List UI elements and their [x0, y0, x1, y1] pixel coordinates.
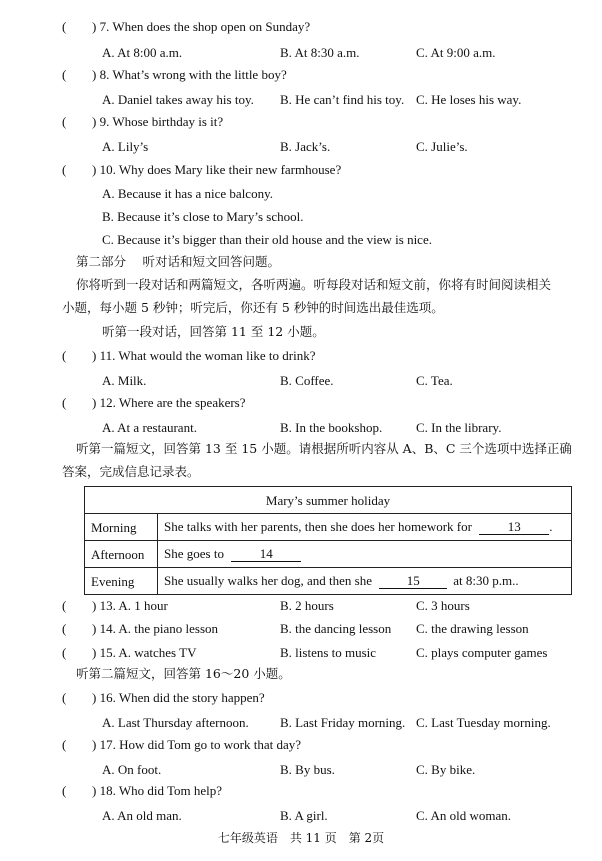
q8-option-b[interactable]: B. He can’t find his toy. [280, 92, 405, 107]
q11-option-c[interactable]: C. Tea. [416, 373, 453, 388]
q15-option-b[interactable]: B. listens to music [280, 645, 377, 660]
blank-14[interactable]: 14 [231, 547, 301, 562]
q15-option-c[interactable]: C. plays computer games [416, 645, 548, 660]
question-18: ) 18. Who did Tom help? [92, 783, 223, 798]
record-text-cell: She usually walks her dog, and then she 15 at 8:30 p.m.. [158, 568, 572, 595]
q18-option-b[interactable]: B. A girl. [280, 808, 328, 823]
q16-option-a[interactable]: A. Last Thursday afternoon. [102, 715, 249, 730]
q16-option-b[interactable]: B. Last Friday morning. [280, 715, 406, 730]
answer-paren[interactable]: ( [62, 395, 67, 410]
q18-option-c[interactable]: C. An old woman. [416, 808, 511, 823]
q11-option-b[interactable]: B. Coffee. [280, 373, 334, 388]
answer-paren[interactable]: ( [62, 162, 67, 177]
time-cell: Evening [85, 568, 158, 595]
question-7: ) 7. When does the shop open on Sunday? [92, 19, 311, 34]
answer-paren[interactable]: ( [62, 19, 67, 34]
passage1-note-line2: 答案，完成信息记录表。 [62, 464, 200, 479]
passage1-note-line1: 听第一篇短文，回答第 13 至 15 小题。请根据所听内容从 A、B、C 三个选项中选择正确 [76, 441, 572, 456]
answer-paren[interactable]: ( [62, 621, 67, 636]
q17-option-c[interactable]: C. By bike. [416, 762, 476, 777]
q16-option-c[interactable]: C. Last Tuesday morning. [416, 715, 551, 730]
q14-option-b[interactable]: B. the dancing lesson [280, 621, 392, 636]
q9-option-a[interactable]: A. Lily’s [102, 139, 149, 154]
table-row [85, 568, 572, 595]
time-cell: Morning [85, 514, 158, 541]
record-table-title: Mary’s summer holiday [85, 487, 572, 514]
part2-intro-line2: 小题，每小题 5 秒钟；听完后，你还有 5 秒钟的时间选出最佳选项。 [62, 300, 444, 315]
question-11: ) 11. What would the woman like to drink? [92, 348, 316, 363]
q10-option-a[interactable]: A. Because it has a nice balcony. [102, 186, 273, 201]
question-15[interactable]: ) 15. A. watches TV [92, 645, 197, 660]
answer-paren[interactable]: ( [62, 645, 67, 660]
q13-option-c[interactable]: C. 3 hours [416, 598, 470, 613]
passage2-note: 听第二篇短文，回答第 16～20 小题。 [76, 666, 291, 681]
q12-option-b[interactable]: B. In the bookshop. [280, 420, 383, 435]
part2-intro-line1: 你将听到一段对话和两篇短文，各听两遍。听每段对话和短文前，你将有时间阅读相关 [76, 277, 552, 292]
question-12: ) 12. Where are the speakers? [92, 395, 246, 410]
part2-heading: 第二部分 听对话和短文回答问题。 [76, 254, 280, 269]
answer-paren[interactable]: ( [62, 690, 67, 705]
answer-paren[interactable]: ( [62, 737, 67, 752]
table-row [85, 514, 572, 541]
q8-option-a[interactable]: A. Daniel takes away his toy. [102, 92, 254, 107]
q10-option-b[interactable]: B. Because it’s close to Mary’s school. [102, 209, 304, 224]
q17-option-a[interactable]: A. On foot. [102, 762, 162, 777]
answer-paren[interactable]: ( [62, 348, 67, 363]
question-10: ) 10. Why does Mary like their new farmhouse? [92, 162, 342, 177]
q10-option-c[interactable]: C. Because it’s bigger than their old house and the view is nice. [102, 232, 432, 247]
blank-13[interactable]: 13 [479, 520, 549, 535]
q18-option-a[interactable]: A. An old man. [102, 808, 182, 823]
q9-option-b[interactable]: B. Jack’s. [280, 139, 331, 154]
answer-paren[interactable]: ( [62, 783, 67, 798]
q7-option-b[interactable]: B. At 8:30 a.m. [280, 45, 360, 60]
page-footer: 七年级英语 共 11 页 第 2页 [217, 831, 385, 845]
q7-option-c[interactable]: C. At 9:00 a.m. [416, 45, 496, 60]
q9-option-c[interactable]: C. Julie’s. [416, 139, 468, 154]
question-13[interactable]: ) 13. A. 1 hour [92, 598, 168, 613]
q13-option-b[interactable]: B. 2 hours [280, 598, 334, 613]
q14-option-c[interactable]: C. the drawing lesson [416, 621, 529, 636]
q12-option-c[interactable]: C. In the library. [416, 420, 502, 435]
table-row [85, 541, 572, 568]
q11-option-a[interactable]: A. Milk. [102, 373, 147, 388]
question-9: ) 9. Whose birthday is it? [92, 114, 224, 129]
record-text-cell: She goes to 14 [158, 541, 572, 568]
question-14[interactable]: ) 14. A. the piano lesson [92, 621, 219, 636]
record-table [84, 486, 572, 595]
question-17: ) 17. How did Tom go to work that day? [92, 737, 301, 752]
question-16: ) 16. When did the story happen? [92, 690, 265, 705]
answer-paren[interactable]: ( [62, 114, 67, 129]
q17-option-b[interactable]: B. By bus. [280, 762, 335, 777]
question-8: ) 8. What’s wrong with the little boy? [92, 67, 287, 82]
dialogue-note: 听第一段对话，回答第 11 至 12 小题。 [102, 324, 325, 339]
record-text-cell: She talks with her parents, then she does her homework for 13 . [158, 514, 572, 541]
time-cell: Afternoon [85, 541, 158, 568]
blank-15[interactable]: 15 [379, 574, 447, 589]
q8-option-c[interactable]: C. He loses his way. [416, 92, 522, 107]
answer-paren[interactable]: ( [62, 598, 67, 613]
q7-option-a[interactable]: A. At 8:00 a.m. [102, 45, 183, 60]
q12-option-a[interactable]: A. At a restaurant. [102, 420, 197, 435]
answer-paren[interactable]: ( [62, 67, 67, 82]
